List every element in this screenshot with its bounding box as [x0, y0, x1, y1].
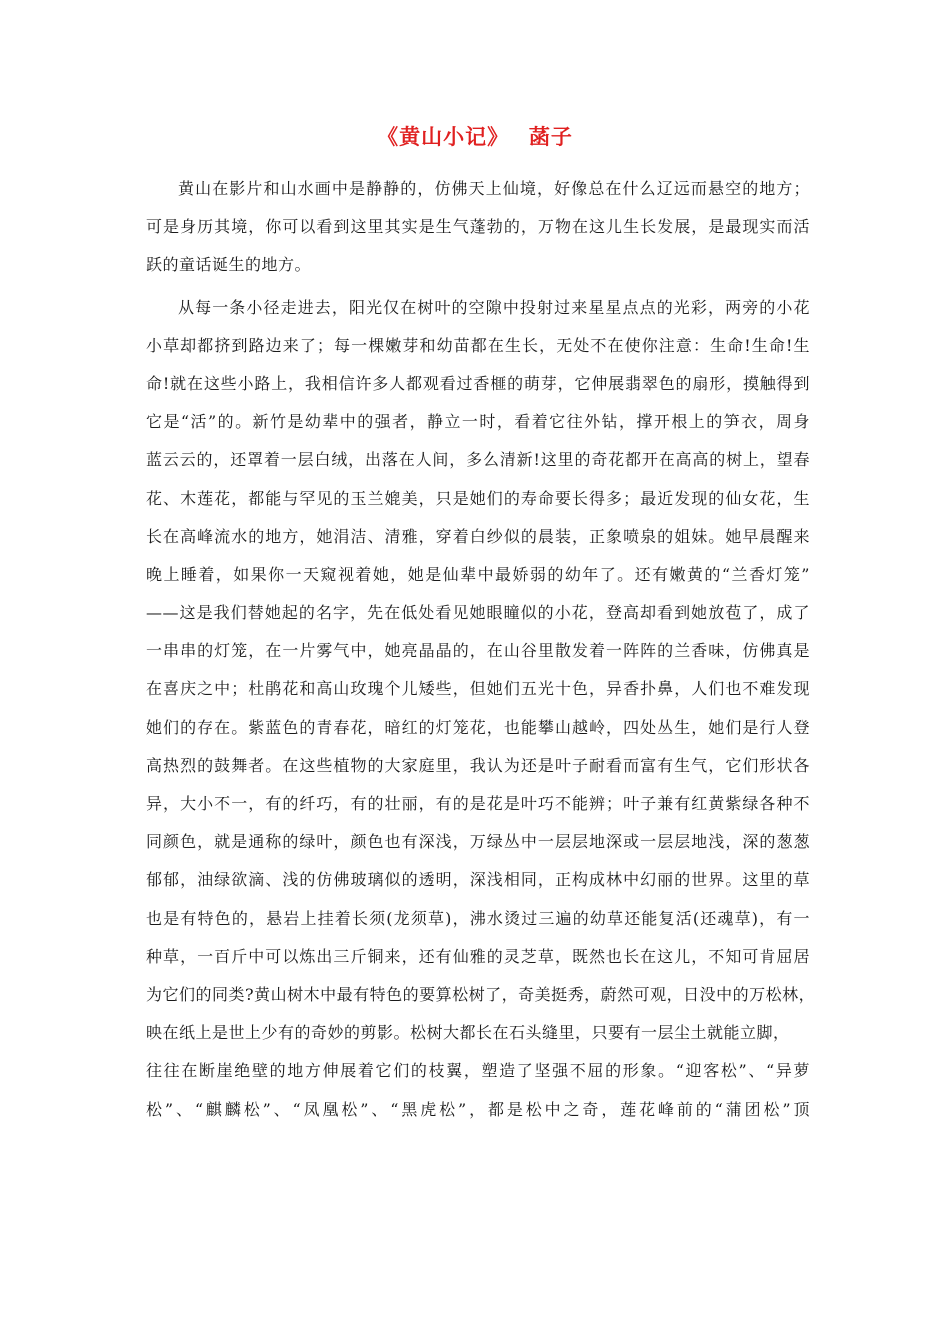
text-line: 命!就在这些小路上，我相信许多人都观看过香榧的萌芽，它伸展翡翠色的扇形，摸触得到	[146, 373, 810, 393]
document-body	[146, 170, 816, 1129]
text-line: 它是“活”的。新竹是幼辈中的强者，静立一时，看着它往外钻，撑开根上的笋衣，周身	[146, 412, 810, 432]
text-line: 也是有特色的，悬岩上挂着长须(龙须草)，沸水烫过三遍的幼草还能复活(还魂草)，有一	[146, 908, 810, 928]
text-line: 黄山在影片和山水画中是静静的，仿佛天上仙境，好像总在什么辽远而悬空的地方；	[178, 179, 810, 198]
text-line: 郁郁，油绿欲滴、浅的仿佛玻璃似的透明，深浅相同，正构成林中幻丽的世界。这里的草	[146, 870, 810, 890]
text-line: 长在高峰流水的地方，她涓洁、清雅，穿着白纱似的晨装，正象喷泉的姐妹。她早晨醒来	[146, 526, 810, 546]
text-line: 松”、“麒麟松”、“凤凰松”、“黑虎松”，都是松中之奇，莲花峰前的“蒲团松”顶	[146, 1099, 810, 1119]
text-line: 为它们的同类?黄山树木中最有特色的要算松树了，奇美挺秀，蔚然可观，日没中的万松林，	[146, 984, 816, 1004]
text-line: 同颜色，就是通称的绿叶，颜色也有深浅，万绿丛中一层层地深或一层层地浅，深的葱葱	[146, 832, 810, 852]
document-title: 《黄山小记》 菡子	[377, 124, 573, 149]
text-line: 跃的童话诞生的地方。	[146, 255, 312, 275]
text-line: 晚上睡着，如果你一天窥视着她，她是仙辈中最娇弱的幼年了。还有嫩黄的“兰香灯笼”	[146, 564, 810, 584]
text-line: 可是身历其境，你可以看到这里其实是生气蓬勃的，万物在这儿生长发展，是最现实而活	[146, 217, 810, 237]
text-line: 种草，一百斤中可以炼出三斤铜来，还有仙雅的灵芝草，既然也长在这儿，不知可肯屈居	[146, 946, 810, 966]
text-line: 蓝云云的，还罩着一层白绒，出落在人间，多么清新!这里的奇花都开在高高的树上，望春	[146, 450, 810, 470]
text-line: 高热烈的鼓舞者。在这些植物的大家庭里，我认为还是叶子耐看而富有生气，它们形状各	[146, 755, 810, 775]
text-line: 异，大小不一，有的纤巧，有的壮丽，有的是花是叶巧不能辨；叶子兼有红黄紫绿各种不	[146, 794, 810, 813]
text-line: 花、木莲花，都能与罕见的玉兰媲美，只是她们的寿命要长得多；最近发现的仙女花，生	[146, 488, 810, 508]
text-line: 在喜庆之中；杜鹃花和高山玫瑰个儿矮些，但她们五光十色，异香扑鼻，人们也不难发现	[146, 679, 810, 699]
text-line: ——这是我们替她起的名字，先在低处看见她眼瞳似的小花，登高却看到她放苞了，成了	[146, 603, 810, 623]
text-line: 小草却都挤到路边来了；每一棵嫩芽和幼苗都在生长，无处不在使你注意：生命!生命!生	[146, 335, 810, 355]
text-line: 映在纸上是世上少有的奇妙的剪影。松树大都长在石头缝里，只要有一层尘土就能立脚，	[146, 1023, 790, 1043]
text-line: 一串串的灯笼，在一片雾气中，她亮晶晶的，在山谷里散发着一阵阵的兰香味，仿佛真是	[146, 641, 810, 661]
text-line: 往往在断崖绝壁的地方伸展着它们的枝翼，塑造了坚强不屈的形象。“迎客松”、“异萝	[146, 1061, 810, 1081]
text-line: 从每一条小径走进去，阳光仅在树叶的空隙中投射过来星星点点的光彩，两旁的小花	[178, 297, 810, 317]
text-line: 她们的存在。紫蓝色的青春花，暗红的灯笼花，也能攀山越岭，四处丛生，她们是行人登	[146, 717, 810, 737]
